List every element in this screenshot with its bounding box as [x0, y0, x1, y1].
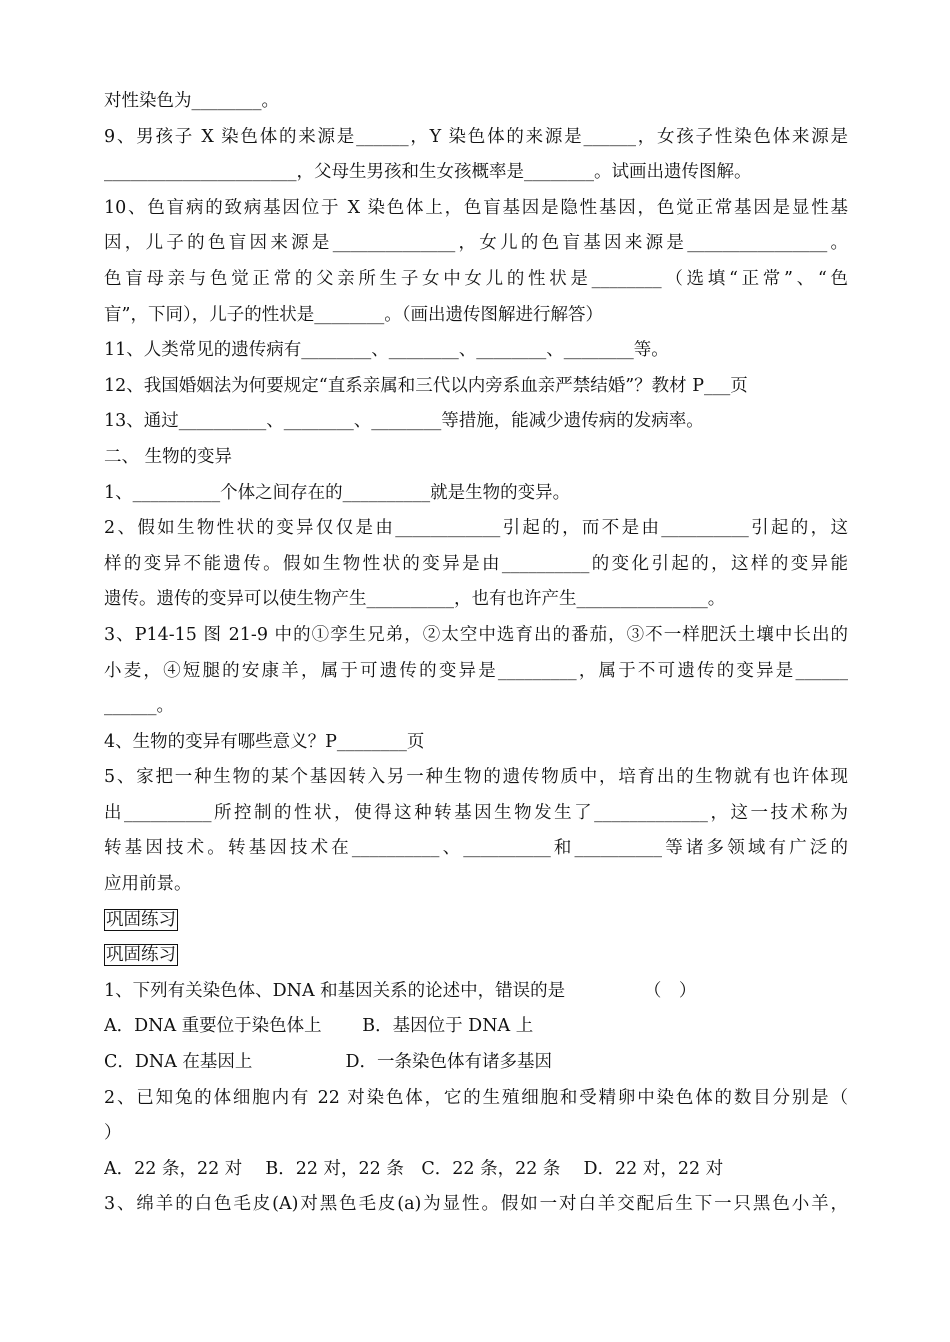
text-line: 13、通过__________、________、________等措施，能减少遗传病的发病率。: [104, 411, 704, 432]
text-line: 1、__________个体之间存在的__________就是生物的变异。: [104, 482, 571, 503]
text-line: 转基因技术。转基因技术在__________、__________和__________等诸多领域有广泛的: [104, 838, 848, 859]
question-line: 1、下列有关染色体、DNA 和基因关系的论述中，错误的是 （ ）: [104, 980, 697, 1001]
answer-option-line: A．22 条，22 对 B．22 对，22 条 C．22 条，22 条 D．22 对，22 对: [104, 1158, 724, 1179]
section-box-line: [104, 938, 848, 974]
text-line: 遗传。遗传的变异可以使生物产生__________，也有也许产生_______________。: [104, 589, 726, 610]
text-line: 3、P14-15 图 21-9 中的①孪生兄弟，②太空中选育出的番茄，③不一样肥沃土壤中长出的: [104, 624, 848, 645]
text-line: 样的变异不能遗传。假如生物性状的变异是由__________的变化引起的，这样的变异能: [104, 553, 848, 574]
boxed-section-heading: 巩固练习: [106, 945, 176, 966]
text-line: 应用前景。: [104, 874, 192, 895]
boxed-section-heading: 巩固练习: [106, 909, 176, 930]
text-line: 11、人类常见的遗传病有________、________、________、________等。: [104, 340, 669, 361]
answer-option-line: C．DNA 在基因上 D．一条染色体有诸多基因: [104, 1052, 553, 1073]
text-line: 对性染色为________。: [104, 91, 279, 111]
text-line: 盲”，下同），儿子的性状是________。（画出遗传图解进行解答）: [104, 304, 603, 325]
text-line: 出__________所控制的性状，使得这种转基因生物发生了_____________，这一技术称为: [104, 802, 848, 823]
text-line: 因，儿子的色盲因来源是______________，女儿的色盲基因来源是________________。: [104, 233, 848, 254]
question-line: 3、绵羊的白色毛皮(A)对黑色毛皮(a)为显性。假如一对白羊交配后生下一只黑色小羊，: [104, 1194, 848, 1215]
section-heading: 二、 生物的变异: [104, 446, 233, 467]
text-line: 12、我国婚姻法为何要规定“直系亲属和三代以内旁系血亲严禁结婚”？教材 P___页: [104, 375, 748, 396]
question-line: ）: [104, 1123, 122, 1144]
question-line: 2、已知兔的体细胞内有 22 对染色体，它的生殖细胞和受精卵中染色体的数目分别是（: [104, 1087, 848, 1108]
text-line: ______________________，父母生男孩和生女孩概率是________。试画出遗传图解。: [104, 162, 752, 183]
text-line: 4、生物的变异有哪些意义？P________页: [104, 731, 425, 752]
text-line: 5、家把一种生物的某个基因转入另一种生物的遗传物质中，培育出的生物就有也许体现: [104, 767, 848, 788]
text-line: 小麦，④短腿的安康羊，属于可遗传的变异是_________，属于不可遗传的变异是______: [104, 660, 848, 681]
answer-option-line: A．DNA 重要位于染色体上 B．基因位于 DNA 上: [104, 1016, 534, 1037]
text-line: ______。: [104, 696, 174, 717]
section-box-line: [104, 903, 848, 939]
text-line: 10、色盲病的致病基因位于 X 染色体上，色盲基因是隐性基因，色觉正常基因是显性基: [104, 197, 848, 218]
text-line: 9、男孩子 X 染色体的来源是______，Y 染色体的来源是______，女孩子性染色体来源是: [104, 126, 848, 147]
text-line: 2、假如生物性状的变异仅仅是由____________引起的，而不是由__________引起的，这: [104, 518, 848, 539]
text-line: 色盲母亲与色觉正常的父亲所生子女中女儿的性状是________（选填“正常”、“色: [104, 268, 848, 289]
